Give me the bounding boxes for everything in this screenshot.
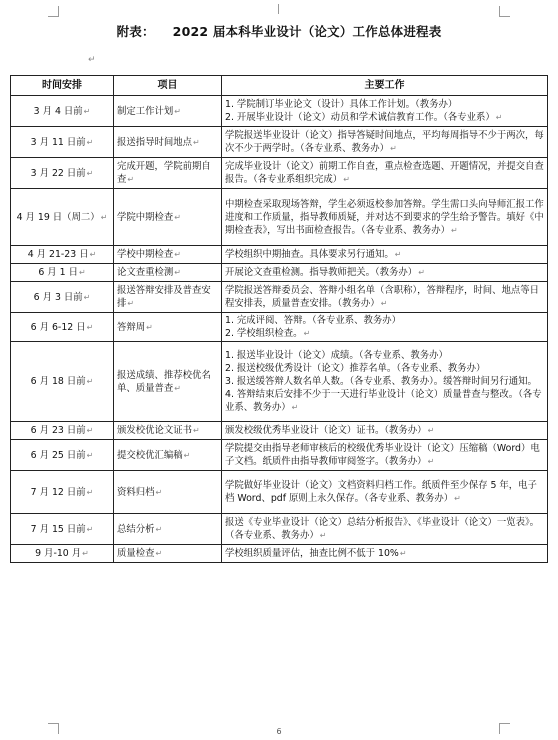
paragraph-mark: ↵	[451, 225, 458, 235]
paragraph-mark: ↵	[343, 175, 350, 184]
cell-time-text: 6 月 3 日前	[33, 291, 83, 303]
cell-work-text: 报送《专业毕业设计（论文）总结分析报告》、《毕业设计（论文）一览表》。（各专业系、教务办）	[225, 517, 540, 541]
cell-time-text: 6 月 1 日	[38, 267, 78, 278]
cell-time-text: 9 月-10 月	[35, 548, 82, 559]
table-row	[11, 282, 548, 313]
table-header-row	[11, 76, 548, 96]
title-text: 2022 届本科毕业设计（论文）工作总体进程表	[172, 24, 442, 39]
cell-item	[114, 422, 222, 440]
header-item: 项目	[114, 76, 222, 96]
cell-item	[114, 158, 222, 189]
paragraph-mark: ↵	[303, 329, 311, 338]
paragraph-mark: ↵	[86, 168, 94, 178]
table-row	[11, 264, 548, 282]
paragraph-mark: ↵	[193, 137, 200, 147]
cell-time	[11, 246, 114, 264]
paragraph-mark: ↵	[394, 250, 402, 259]
cell-item-text: 制定工作计划	[117, 105, 174, 117]
cell-time-text: 6 月 6-12 日	[30, 321, 86, 333]
paragraph-mark: ↵	[86, 487, 94, 497]
cell-item-text: 报送成绩、推荐校优名单、质量普查	[117, 369, 211, 394]
paragraph-mark: ↵	[183, 450, 191, 460]
cell-work-text: 1. 学院制订毕业论文（设计）具体工作计划。（教务办） 2. 开展毕业设计（论文）动员和学术诚信教育工作。（各专业系）	[225, 99, 495, 123]
cell-item	[114, 440, 222, 471]
paragraph-mark: ↵	[86, 377, 94, 386]
cell-work-text: 学院做好毕业设计（论文）文档资料归档工作。纸质件至少保存 5 年，电子档 Word、pdf 原则上永久保存。（各专业系、教务办）	[225, 480, 537, 504]
cell-time	[11, 342, 114, 422]
cell-time	[11, 158, 114, 189]
cell-work-text: 学校组织质量评估，抽查比例不低于 10%	[225, 548, 399, 559]
cell-work-text: 学院报送答辩委员会、答辩小组名单（含职称），答辩程序，时间、地点等日程安排表，质量普查安排。（教务办）	[225, 285, 540, 309]
paragraph-mark: ↵	[418, 268, 425, 277]
table-row	[11, 342, 548, 422]
table-row	[11, 514, 548, 545]
cell-time	[11, 264, 114, 282]
table-row	[11, 189, 548, 246]
cell-work	[222, 246, 548, 264]
header-time: 时间安排	[11, 76, 114, 96]
paragraph-mark: ↵	[100, 212, 108, 222]
cell-time	[11, 127, 114, 158]
table-row	[11, 440, 548, 471]
cell-time	[11, 282, 114, 313]
cell-time-text: 4 月 19 日（周二）	[16, 211, 100, 223]
paragraph-mark: ↵	[454, 494, 461, 503]
cell-time	[11, 545, 114, 563]
page-number: 6	[276, 727, 282, 736]
paragraph-mark: ↵	[127, 175, 135, 184]
table-row	[11, 313, 548, 342]
paragraph-mark: ↵	[86, 137, 94, 147]
cell-work-text: 学院报送毕业设计（论文）指导答疑时间地点，平均每周指导不少于两次，每次不少于两学时。（各专业系、教务办）	[225, 130, 544, 154]
cell-time	[11, 471, 114, 514]
cell-item	[114, 313, 222, 342]
cell-item	[114, 545, 222, 563]
table-row	[11, 127, 548, 158]
cell-item	[114, 127, 222, 158]
paragraph-mark: ↵	[86, 524, 94, 534]
cell-work-text: 学院提交由指导老师审核后的校级优秀毕业设计（论文）压缩稿（Word）电子文档。纸质件由指导教师审阅签字。（教务办）	[225, 443, 540, 467]
paragraph-mark: ↵	[291, 403, 299, 412]
cell-work-text: 1. 完成评阅、答辩。（各专业系、教务办） 2. 学校组织检查。	[225, 315, 401, 339]
table-row	[11, 545, 548, 563]
cell-item	[114, 96, 222, 127]
paragraph-mark: ↵	[427, 457, 435, 466]
paragraph-mark: ↵	[427, 426, 435, 435]
table-row	[11, 158, 548, 189]
cell-item-text: 完成开题，学院前期自查	[117, 161, 211, 185]
paragraph-mark: ↵	[82, 549, 89, 558]
cell-item	[114, 264, 222, 282]
paragraph-mark: ↵	[174, 383, 181, 393]
cell-item-text: 颁发校优论文证书	[117, 425, 193, 436]
paragraph-mark: ↵	[78, 268, 86, 277]
cell-work	[222, 514, 548, 545]
cell-time-text: 7 月 12 日前	[30, 486, 86, 498]
cell-item-text: 答辩周	[117, 321, 146, 333]
header-work: 主要工作	[222, 76, 548, 96]
cell-time	[11, 514, 114, 545]
paragraph-mark: ↵	[193, 426, 200, 435]
cell-work	[222, 545, 548, 563]
cell-time-text: 6 月 18 日前	[30, 376, 86, 387]
cell-work	[222, 282, 548, 313]
cell-work-text: 1. 报送毕业设计（论文）成绩。（各专业系、教务办） 2. 报送校级优秀设计（论文）推荐名单。（各专业系、教务办） 3. 报送缓答辩人数名单人数。（各专业系、教务办）。缓答辩时间另行通知。 4. 答辩结束后安排不少于一天进行毕业设计（论文）质量普查与整改。（各专业系、教务办）	[225, 350, 542, 413]
paragraph-mark: ↵	[155, 487, 163, 497]
title-prefix: 附表：	[116, 24, 155, 39]
cell-work	[222, 471, 548, 514]
cell-item	[114, 282, 222, 313]
cell-work	[222, 440, 548, 471]
cell-work	[222, 342, 548, 422]
cell-work-text: 中期检查采取现场答辩，学生必须返校参加答辩。学生需口头向导师汇报工作进度和工作质量，指导教师质疑，并对达不到要求的学生给予警告。填好《中期检查表》，写出书面检查报告。（各专业系、教务办）	[225, 198, 544, 236]
cell-time-text: 7 月 15 日前	[30, 523, 86, 535]
cell-time	[11, 440, 114, 471]
cell-time-text: 3 月 4 日前	[33, 105, 83, 117]
cell-item	[114, 471, 222, 514]
crop-mark-top-center	[278, 4, 279, 14]
paragraph-mark: ↵	[174, 212, 181, 222]
table-row	[11, 246, 548, 264]
cell-work-text: 开展论文查重检测。指导教师把关。（教务办）	[225, 267, 418, 278]
cell-time-text: 4 月 21-23 日	[27, 249, 89, 260]
paragraph-mark: ↵	[89, 250, 97, 259]
table-row	[11, 471, 548, 514]
paragraph-mark: ↵	[390, 144, 397, 153]
cell-item-text: 报送答辩安排及普查安排	[117, 285, 211, 309]
cell-work	[222, 189, 548, 246]
cell-item-text: 论文查重检测	[117, 267, 174, 278]
cell-item	[114, 189, 222, 246]
paragraph-mark: ↵	[127, 299, 135, 308]
table-row	[11, 422, 548, 440]
crop-mark-top-right	[499, 6, 510, 17]
cell-work	[222, 127, 548, 158]
cell-time	[11, 189, 114, 246]
progress-table	[10, 75, 548, 563]
paragraph-mark: ↵	[319, 531, 327, 540]
cell-item	[114, 342, 222, 422]
cell-time	[11, 422, 114, 440]
cell-work	[222, 264, 548, 282]
document-title	[0, 22, 558, 40]
cell-item-text: 质量检查	[117, 548, 155, 559]
cell-item	[114, 246, 222, 264]
cell-time-text: 3 月 22 日前	[30, 167, 86, 179]
paragraph-mark: ↵	[86, 450, 94, 460]
cell-work	[222, 313, 548, 342]
cell-work-text: 完成毕业设计（论文）前期工作自查，重点检查选题、开题情况，并提交自查报告。（各专业系组织完成）	[225, 161, 544, 185]
cell-item-text: 学院中期检查	[117, 211, 174, 223]
cell-work	[222, 158, 548, 189]
paragraph-mark: ↵	[146, 322, 153, 332]
cell-work	[222, 422, 548, 440]
cell-time	[11, 96, 114, 127]
paragraph-mark: ↵	[380, 299, 388, 308]
crop-mark-top-left	[48, 6, 59, 17]
paragraph-mark: ↵	[83, 292, 91, 302]
paragraph-mark: ↵	[495, 113, 503, 122]
cell-item-text: 学校中期检查	[117, 249, 174, 260]
paragraph-mark: ↵	[155, 524, 163, 534]
cell-item-text: 报送指导时间地点	[117, 136, 193, 148]
paragraph-mark: ↵	[174, 250, 181, 259]
table-row	[11, 96, 548, 127]
paragraph-mark: ↵	[86, 322, 94, 332]
cell-time	[11, 313, 114, 342]
paragraph-mark: ↵	[155, 549, 163, 558]
cell-time-text: 3 月 11 日前	[30, 136, 86, 148]
cell-time-text: 6 月 23 日前	[30, 425, 86, 436]
paragraph-mark: ↵	[88, 55, 96, 65]
paragraph-mark: ↵	[399, 549, 407, 558]
cell-item	[114, 514, 222, 545]
cell-work	[222, 96, 548, 127]
cell-item-text: 总结分析	[117, 523, 155, 535]
cell-time-text: 6 月 25 日前	[30, 449, 86, 461]
cell-item-text: 资料归档	[117, 486, 155, 498]
paragraph-mark: ↵	[83, 106, 91, 116]
paragraph-mark: ↵	[174, 268, 181, 277]
cell-work-text: 颁发校级优秀毕业设计（论文）证书。（教务办）	[225, 425, 427, 436]
cell-work-text: 学校组织中期抽查。具体要求另行通知。	[225, 249, 394, 260]
cell-item-text: 提交校优汇编稿	[117, 449, 183, 461]
paragraph-mark: ↵	[174, 106, 181, 116]
paragraph-mark: ↵	[86, 426, 94, 435]
